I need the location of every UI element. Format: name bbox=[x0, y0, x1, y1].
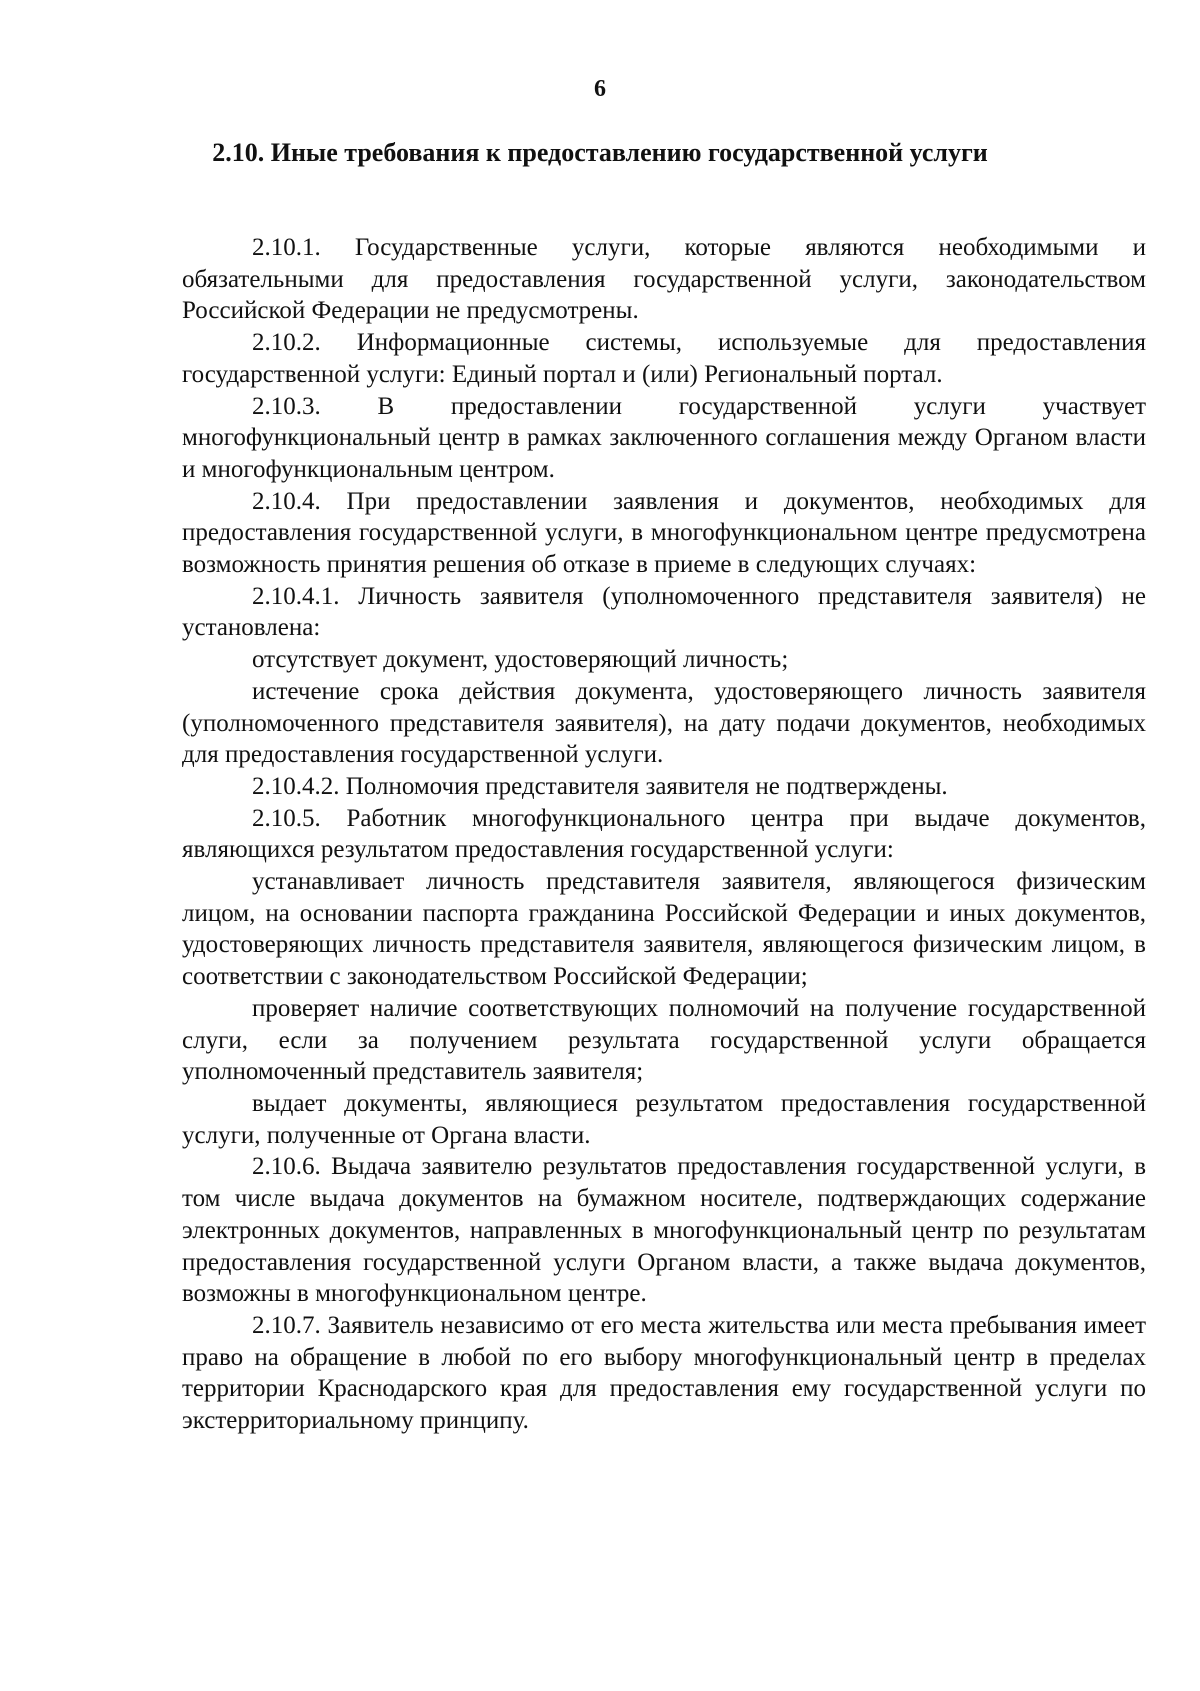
list-item-establish-identity: устанавливает личность представителя заявителя, являющегося физическим лицом, на основании паспорта гражданина Российской Федерации и иных документов, удостоверяющих личность представителя заявителя, являющегося физическим лицом, в соответствии с законодательством Российской Федерации; bbox=[182, 868, 1146, 991]
list-item-check-authority: проверяет наличие соответствующих полномочий на получение государственной слуги, если за получением результата государственной услуги обращается уполномоченный представитель заявителя; bbox=[182, 994, 1146, 1086]
paragraph-2-10-6: 2.10.6. Выдача заявителю результатов предоставления государственной услуги, в том числе выдача документов на бумажном носителе, подтверждающих содержание электронных документов, направленных в многофункциональный центр по результатам предоставления государственной услуги Органом власти, а также выдача документов, возможны в многофункциональном центре. bbox=[182, 1153, 1146, 1308]
list-item-no-id-document: отсутствует документ, удостоверяющий личность; bbox=[252, 646, 789, 674]
list-item-issue-documents: выдает документы, являющиеся результатом предоставления государственной услуги, полученные от Органа власти. bbox=[182, 1089, 1146, 1149]
paragraph-2-10-1: 2.10.1. Государственные услуги, которые являются необходимыми и обязательными для предоставления государственной услуги, законодательством Российской Федерации не предусмотрены. bbox=[182, 234, 1146, 325]
paragraph-2-10-4-1: 2.10.4.1. Личность заявителя (уполномоченного представителя заявителя) не установлена: bbox=[182, 582, 1146, 642]
paragraph-2-10-2: 2.10.2. Информационные системы, используемые для предоставления государственной услуги: Единый портал и (или) Региональный портал. bbox=[182, 329, 1146, 388]
paragraph-2-10-3: 2.10.3. В предоставлении государственной услуги участвует многофункциональный центр в рамках заключенного соглашения между Органом власти и многофункциональным центром. bbox=[182, 392, 1146, 483]
list-item-expired-id-document: истечение срока действия документа, удостоверяющего личность заявителя (уполномоченного представителя заявителя), на дату подачи документов, необходимых для предоставления государственной услуги. bbox=[182, 677, 1146, 769]
paragraph-2-10-5: 2.10.5. Работник многофункционального центра при выдаче документов, являющихся результатом предоставления государственной услуги: bbox=[182, 804, 1146, 864]
section-body bbox=[182, 232, 1146, 1437]
section-title: 2.10. Иные требования к предоставлению государственной услуги bbox=[212, 138, 988, 167]
paragraph-2-10-4: 2.10.4. При предоставлении заявления и документов, необходимых для предоставления государственной услуги, в многофункциональном центре предусмотрена возможность принятия решения об отказе в приеме в следующих случаях: bbox=[182, 487, 1146, 579]
paragraph-2-10-4-2: 2.10.4.2. Полномочия представителя заявителя не подтверждены. bbox=[252, 772, 948, 800]
paragraph-2-10-7: 2.10.7. Заявитель независимо от его места жительства или места пребывания имеет право на обращение в любой по его выбору многофункциональный центр в пределах территории Краснодарского края для предоставления ему государственной услуги по экстерриториальному принципу. bbox=[182, 1311, 1146, 1435]
page-number: 6 bbox=[594, 76, 606, 102]
